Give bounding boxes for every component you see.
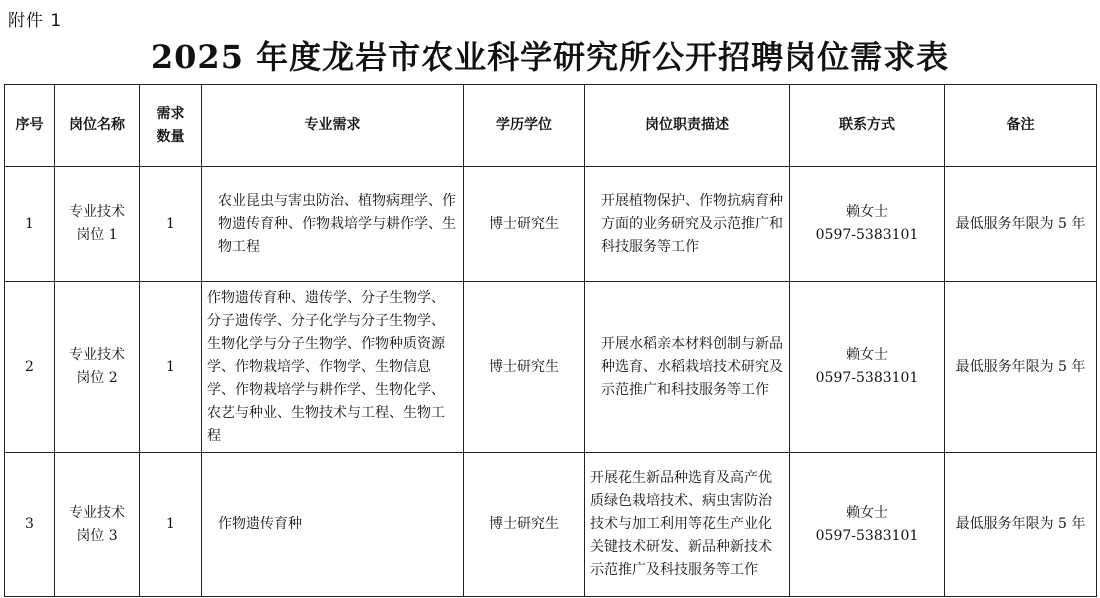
cell-education: 博士研究生 bbox=[464, 282, 585, 453]
table-row bbox=[5, 167, 1097, 282]
header-position: 岗位名称 bbox=[55, 85, 140, 167]
cell-education: 博士研究生 bbox=[464, 167, 585, 282]
contact-phone: 0597-5383101 bbox=[815, 370, 919, 386]
header-row bbox=[5, 85, 1097, 167]
header-index: 序号 bbox=[5, 85, 55, 167]
table-row bbox=[5, 282, 1097, 453]
cell-index: 1 bbox=[5, 167, 55, 282]
recruitment-table bbox=[4, 84, 1097, 597]
cell-quantity: 1 bbox=[140, 282, 202, 453]
cell-notes: 最低服务年限为 5 年 bbox=[945, 167, 1097, 282]
cell-major: 作物遗传育种、遗传学、分子生物学、分子遗传学、分子化学与分子生物学、生物化学与分子生物学、作物种质资源学、作物栽培学、作物学、生物信息学、作物栽培学与耕作学、生物化学、农艺与种业、生物技术与工程、生物工程 bbox=[202, 282, 464, 453]
contact-name: 赖女士 bbox=[846, 347, 888, 363]
cell-duties: 开展植物保护、作物抗病育种方面的业务研究及示范推广和科技服务等工作 bbox=[585, 167, 790, 282]
cell-quantity: 1 bbox=[140, 167, 202, 282]
contact-phone: 0597-5383101 bbox=[815, 227, 919, 243]
contact-phone: 0597-5383101 bbox=[815, 527, 919, 544]
header-quantity-line2: 数量 bbox=[156, 128, 185, 145]
position-line2: 岗位 1 bbox=[76, 227, 118, 243]
table-row bbox=[5, 453, 1097, 597]
cell-contact bbox=[790, 167, 945, 282]
cell-index: 3 bbox=[5, 453, 55, 597]
contact-name: 赖女士 bbox=[846, 204, 888, 220]
header-duties: 岗位职责描述 bbox=[585, 85, 790, 167]
attachment-label: 附件 1 bbox=[8, 11, 63, 31]
header-quantity bbox=[140, 85, 202, 167]
position-line1: 专业技术 bbox=[69, 504, 125, 521]
header-notes: 备注 bbox=[945, 85, 1097, 167]
cell-major: 农业昆虫与害虫防治、植物病理学、作物遗传育种、作物栽培学与耕作学、生物工程 bbox=[202, 167, 464, 282]
position-line1: 专业技术 bbox=[69, 347, 125, 363]
cell-index: 2 bbox=[5, 282, 55, 453]
cell-position bbox=[55, 453, 140, 597]
cell-position bbox=[55, 282, 140, 453]
cell-position bbox=[55, 167, 140, 282]
header-contact: 联系方式 bbox=[790, 85, 945, 167]
position-line2: 岗位 3 bbox=[76, 527, 118, 544]
cell-major: 作物遗传育种 bbox=[202, 453, 464, 597]
cell-notes: 最低服务年限为 5 年 bbox=[945, 453, 1097, 597]
cell-contact bbox=[790, 282, 945, 453]
position-line1: 专业技术 bbox=[69, 204, 125, 220]
header-quantity-line1: 需求 bbox=[156, 105, 185, 122]
position-line2: 岗位 2 bbox=[76, 370, 118, 386]
contact-name: 赖女士 bbox=[846, 504, 888, 521]
header-major: 专业需求 bbox=[202, 85, 464, 167]
header-education: 学历学位 bbox=[464, 85, 585, 167]
cell-education: 博士研究生 bbox=[464, 453, 585, 597]
cell-contact bbox=[790, 453, 945, 597]
cell-duties: 开展花生新品种选育及高产优质绿色栽培技术、病虫害防治技术与加工利用等花生产业化关键技术研发、新品种新技术示范推广及科技服务等工作 bbox=[585, 453, 790, 597]
cell-notes: 最低服务年限为 5 年 bbox=[945, 282, 1097, 453]
document-title: 2025 年度龙岩市农业科学研究所公开招聘岗位需求表 bbox=[150, 38, 950, 76]
cell-quantity: 1 bbox=[140, 453, 202, 597]
cell-duties: 开展水稻亲本材料创制与新品种选育、水稻栽培技术研究及示范推广和科技服务等工作 bbox=[585, 282, 790, 453]
